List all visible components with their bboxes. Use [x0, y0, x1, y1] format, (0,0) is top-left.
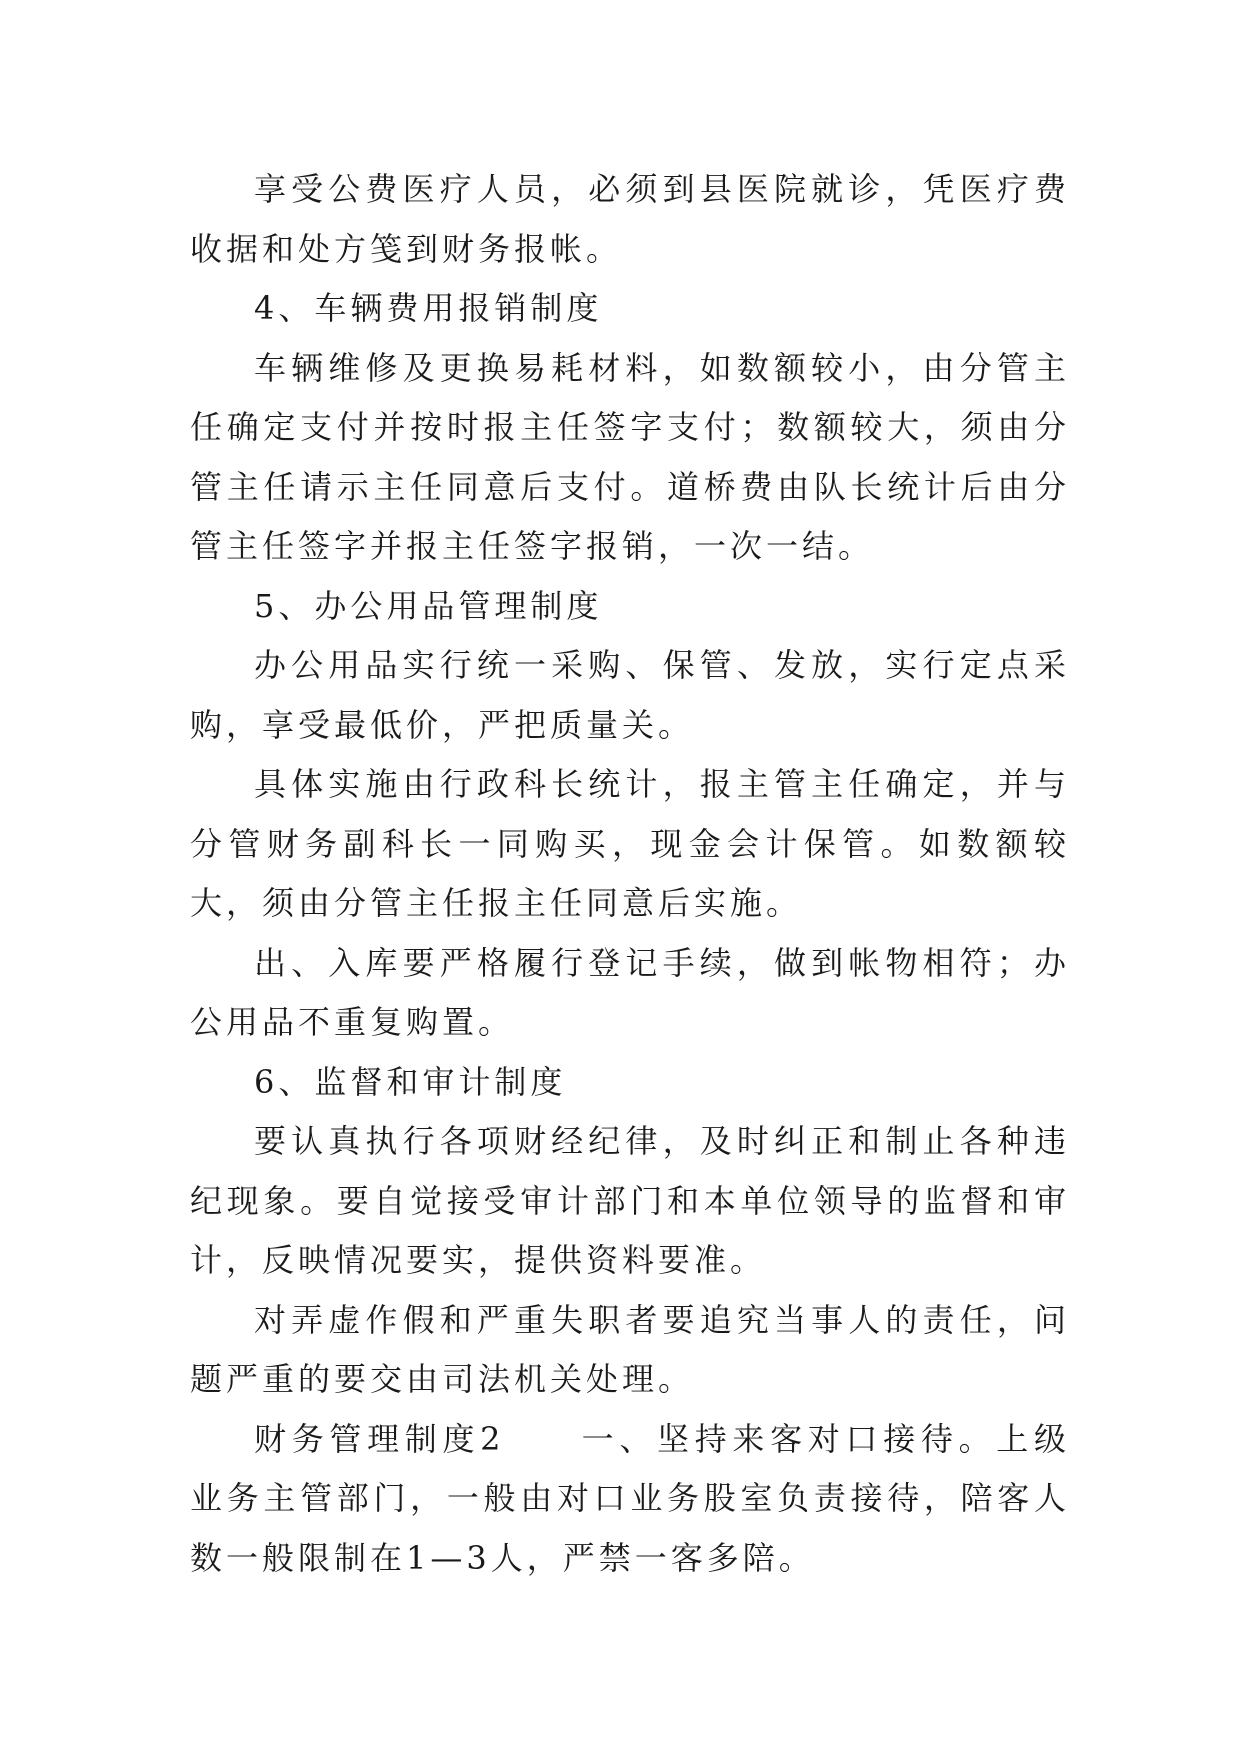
- paragraph-office-supplies-1: 办公用品实行统一采购、保管、发放，实行定点采购，享受最低价，严把质量关。: [190, 646, 1070, 744]
- paragraph-medical: 享受公费医疗人员，必须到县医院就诊，凭医疗费收据和处方笺到财务报帐。: [190, 170, 1070, 268]
- paragraph-office-supplies-3: 出、入库要严格履行登记手续，做到帐物相符；办公用品不重复购置。: [190, 943, 1070, 1041]
- paragraph-office-supplies-2: 具体实施由行政科长统计，报主管主任确定，并与分管财务副科长一同购买，现金会计保管。如数额较大，须由分管主任报主任同意后实施。: [190, 765, 1070, 922]
- paragraph-audit-1: 要认真执行各项财经纪律，及时纠正和制止各种违纪现象。要自觉接受审计部门和本单位领导的监督和审计，反映情况要实，提供资料要准。: [190, 1122, 1070, 1279]
- paragraph-finance-reception: 财务管理制度2 一、坚持来客对口接待。上级业务主管部门，一般由对口业务股室负责接待，陪客人数一般限制在1—3人，严禁一客多陪。: [190, 1419, 1070, 1577]
- section-heading-vehicle: 4、车辆费用报销制度: [254, 289, 603, 327]
- section-heading-office-supplies: 5、办公用品管理制度: [254, 586, 603, 625]
- section-heading-audit: 6、监督和审计制度: [254, 1062, 567, 1101]
- paragraph-audit-2: 对弄虚作假和严重失职者要追究当事人的责任，问题严重的要交由司法机关处理。: [190, 1300, 1070, 1398]
- paragraph-vehicle: 车辆维修及更换易耗材料，如数额较小，由分管主任确定支付并按时报主任签字支付；数额较大，须由分管主任请示主任同意后支付。道桥费由队长统计后由分管主任签字并报主任签字报销，一次一结。: [190, 348, 1070, 565]
- document-body: [190, 160, 1070, 1588]
